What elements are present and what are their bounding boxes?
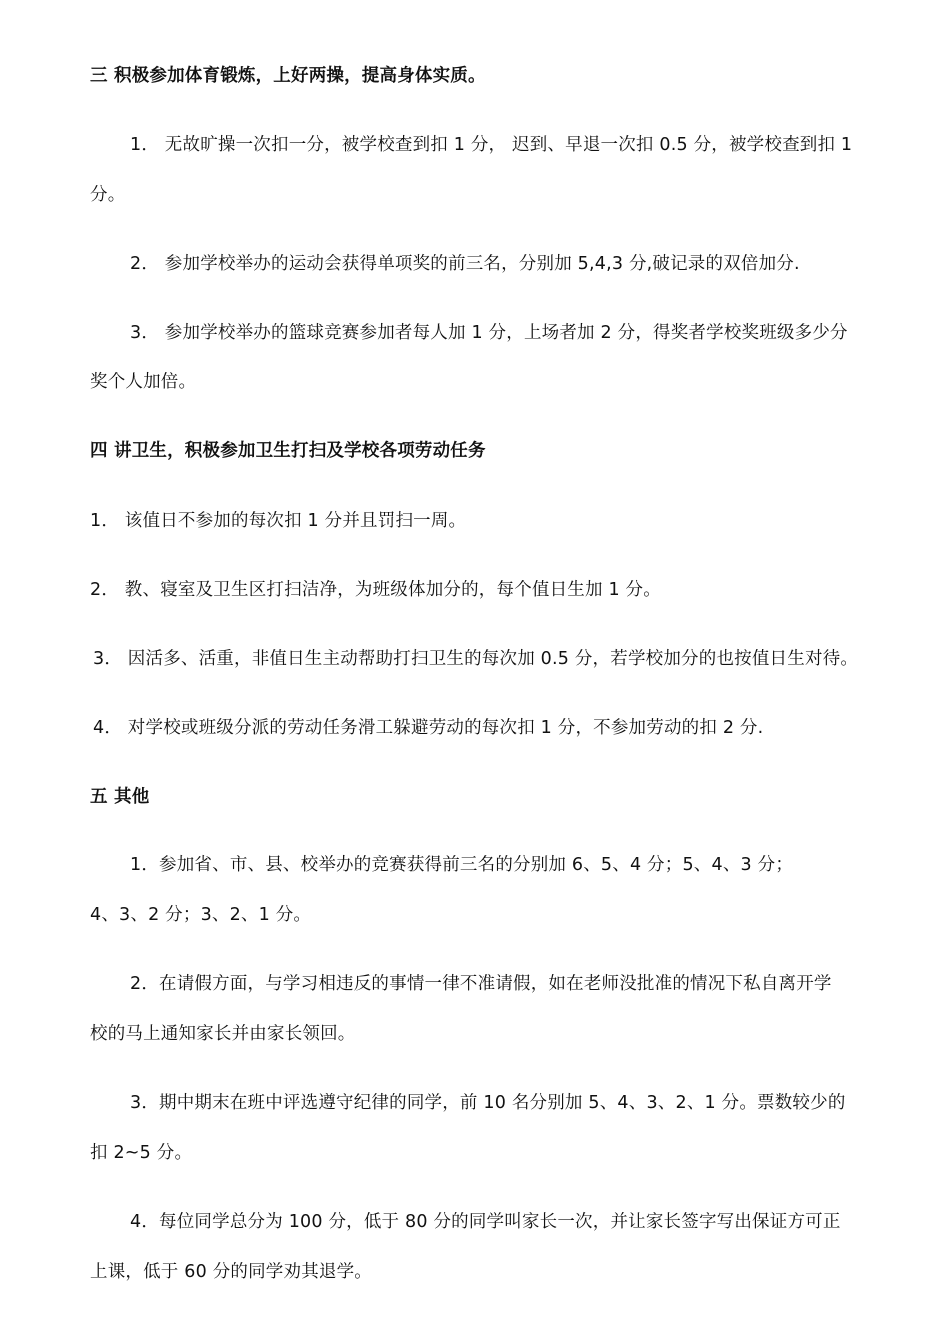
paragraph-line: 奖个人加倍。	[90, 372, 197, 392]
paragraph-line: 扣 2~5 分。	[90, 1143, 193, 1163]
paragraph-line: 4、3、2 分；3、2、1 分。	[90, 905, 312, 925]
paragraph-line: 分。	[90, 185, 126, 205]
paragraph-line: 4．每位同学总分为 100 分，低于 80 分的同学叫家长一次，并让家长签字写出保证方可正	[130, 1212, 841, 1232]
paragraph-line: 3． 参加学校举办的篮球竞赛参加者每人加 1 分，上场者加 2 分，得奖者学校奖班级多少分	[130, 323, 848, 343]
paragraph-line: 2．在请假方面，与学习相违反的事情一律不准请假，如在老师没批准的情况下私自离开学	[130, 974, 832, 994]
paragraph-line: 2． 教、寝室及卫生区打扫洁净，为班级体加分的，每个值日生加 1 分。	[90, 580, 661, 600]
section-heading-3: 三 积极参加体育锻炼，上好两操，提高身体实质。	[90, 66, 486, 86]
paragraph-line: 3．期中期末在班中评选遵守纪律的同学，前 10 名分别加 5、4、3、2、1 分。票数较少的	[130, 1093, 846, 1113]
paragraph-line: 4． 对学校或班级分派的劳动任务滑工躲避劳动的每次扣 1 分，不参加劳动的扣 2 分.	[93, 718, 764, 738]
section-heading-4: 四 讲卫生，积极参加卫生打扫及学校各项劳动任务	[90, 441, 486, 461]
paragraph-line: 1． 该值日不参加的每次扣 1 分并且罚扫一周。	[90, 511, 467, 531]
section-heading-5: 五 其他	[90, 787, 150, 807]
paragraph-line: 3． 因活多、活重，非值日生主动帮助打扫卫生的每次加 0.5 分，若学校加分的也按值日生对待。	[93, 649, 859, 669]
paragraph-line: 1．参加省、市、县、校举办的竞赛获得前三名的分别加 6、5、4 分；5、4、3 分；	[130, 855, 794, 875]
paragraph-line: 1． 无故旷操一次扣一分，被学校查到扣 1 分， 迟到、早退一次扣 0.5 分，被学校查到扣 1	[130, 135, 853, 155]
paragraph-line: 2． 参加学校举办的运动会获得单项奖的前三名，分别加 5,4,3 分,破记录的双倍加分.	[130, 254, 800, 274]
paragraph-line: 校的马上通知家长并由家长领回。	[90, 1024, 356, 1044]
paragraph-line: 上课，低于 60 分的同学劝其退学。	[90, 1262, 372, 1282]
